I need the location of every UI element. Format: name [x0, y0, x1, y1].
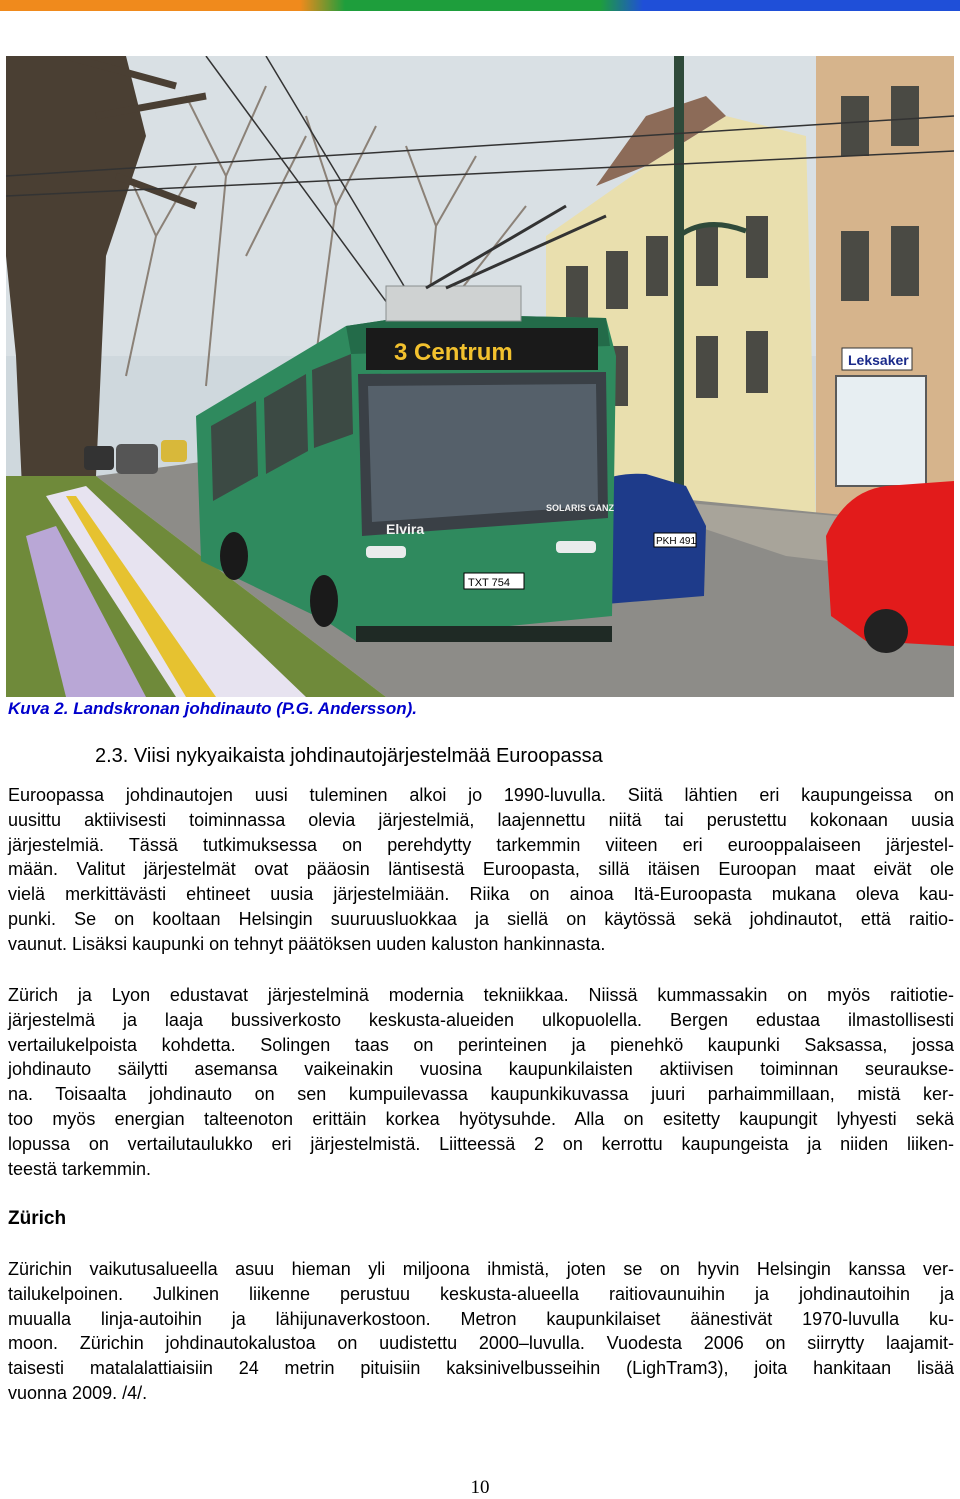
- paragraph-intro: [8, 783, 954, 957]
- text-line: vielä merkittävästi ehtineet uusia järjestelmiään. Riika on ainoa Itä-Euroopasta mukana oleva kau-: [8, 884, 954, 905]
- text-line: too myös energian talteenoton erittäin korkea hyötysuhde. Alla on esitetty kaupungit lyhyesti sekä: [8, 1108, 954, 1129]
- text-line: tailukelpoinen. Julkinen liikenne perustuu keskusta-alueella raitiovaunuihin ja johdinautoihin ja: [8, 1283, 954, 1304]
- text-line: Euroopassa johdinautojen uusi tuleminen alkoi jo 1990-luvulla. Siitä lähtien eri kaupungeissa on: [8, 785, 954, 805]
- shop-sign-text: Leksaker: [848, 352, 909, 368]
- paragraph-systems: [8, 983, 954, 1181]
- text-line: punki. Se on kooltaan Helsingin suuruusluokkaa ja siellä on käytössä sekä johdinautot, että raitio-: [8, 908, 954, 929]
- header-color-bar: [0, 0, 960, 11]
- text-line: Zürichin vaikutusalueella asuu hieman yli miljoona ihmistä, joten se on hyvin Helsingin kanssa ver-: [8, 1259, 954, 1279]
- figure-caption: Kuva 2. Landskronan johdinauto (P.G. Andersson).: [8, 699, 417, 718]
- text-line: johdinauto säilytti asemansa vaikeinakin vuosina kaupunkilaisten aktiivisen toiminnan seuraukse-: [8, 1059, 954, 1080]
- text-line: vertailukelpoista kohdetta. Solingen taas on perinteinen ja pienehkö kaupunki Saksassa, jossa: [8, 1034, 954, 1055]
- zurich-heading: Zürich: [8, 1208, 67, 1229]
- text-line: moon. Zürichin johdinautokalustoa on uudistettu 2000–luvulla. Vuodesta 2006 on siirrytty laajamit-: [8, 1333, 954, 1354]
- car-plate-text: PKH 491: [656, 536, 697, 547]
- text-line: vuonna 2009. /4/.: [8, 1382, 148, 1403]
- text-line: uusittu aktiivisesti toiminnassa olevia järjestelmiä, laajennettu niitä tai perustettu kokonaan uusia: [8, 809, 954, 830]
- paragraph-zurich: [8, 1257, 954, 1406]
- text-line: na. Toisaalta johdinauto on sen kumpuilevassa kaupunkikuvassa juuri parhaimmillaan, mistä ker-: [8, 1084, 954, 1105]
- text-line: järjestelmiä. Tässä tutkimuksessa on perehdytty tarkemmin viiteen eri eurooppalaiseen järjestel-: [8, 834, 954, 855]
- text-line: järjestelmä ja laaja bussiverkosto keskusta-alueiden ulkopuolella. Bergen edustaa ilmastollisesti: [8, 1009, 954, 1030]
- trolleybus-photo: [6, 56, 954, 697]
- text-line: teestä tarkemmin.: [8, 1158, 152, 1179]
- header-bar-orange: [0, 0, 300, 11]
- section-heading: 2.3. Viisi nykyaikaista johdinautojärjestelmää Euroopassa: [95, 745, 603, 767]
- page-number: 10: [470, 1477, 490, 1498]
- text-line: Zürich ja Lyon edustavat järjestelminä modernia tekniikkaa. Niissä kummassakin on myös raitiotie-: [8, 985, 954, 1005]
- bus-name-text: Elvira: [386, 521, 425, 537]
- bus-plate-text: TXT 754: [468, 577, 510, 589]
- text-line: mään. Valitut järjestelmät ovat pääosin läntisestä Euroopasta, sillä itäisen Euroopan maat eivät ole: [8, 859, 954, 880]
- text-line: lopussa on vertailutaulukko eri järjestelmistä. Liitteessä 2 on kerrottu kaupungeista ja niiden liiken-: [8, 1133, 954, 1154]
- bus-brand-text: SOLARIS GANZ: [546, 503, 615, 513]
- header-bar-blue: [600, 0, 960, 11]
- header-bar-green: [300, 0, 600, 11]
- text-line: taisesti matalalattiaisiin 24 metrin pituisiin kaksinivelbusseihin (LighTram3), joita hankitaan lisää: [8, 1358, 954, 1379]
- text-line: muualla linja-autoihin ja lähijunaverkostoon. Metron kaupunkilaiset äänestivät 1970-luvulla ku-: [8, 1308, 954, 1329]
- text-line: vaunut. Lisäksi kaupunki on tehnyt päätöksen uuden kaluston hankinnasta.: [8, 933, 606, 954]
- bus-destination-text: 3 Centrum: [394, 339, 513, 366]
